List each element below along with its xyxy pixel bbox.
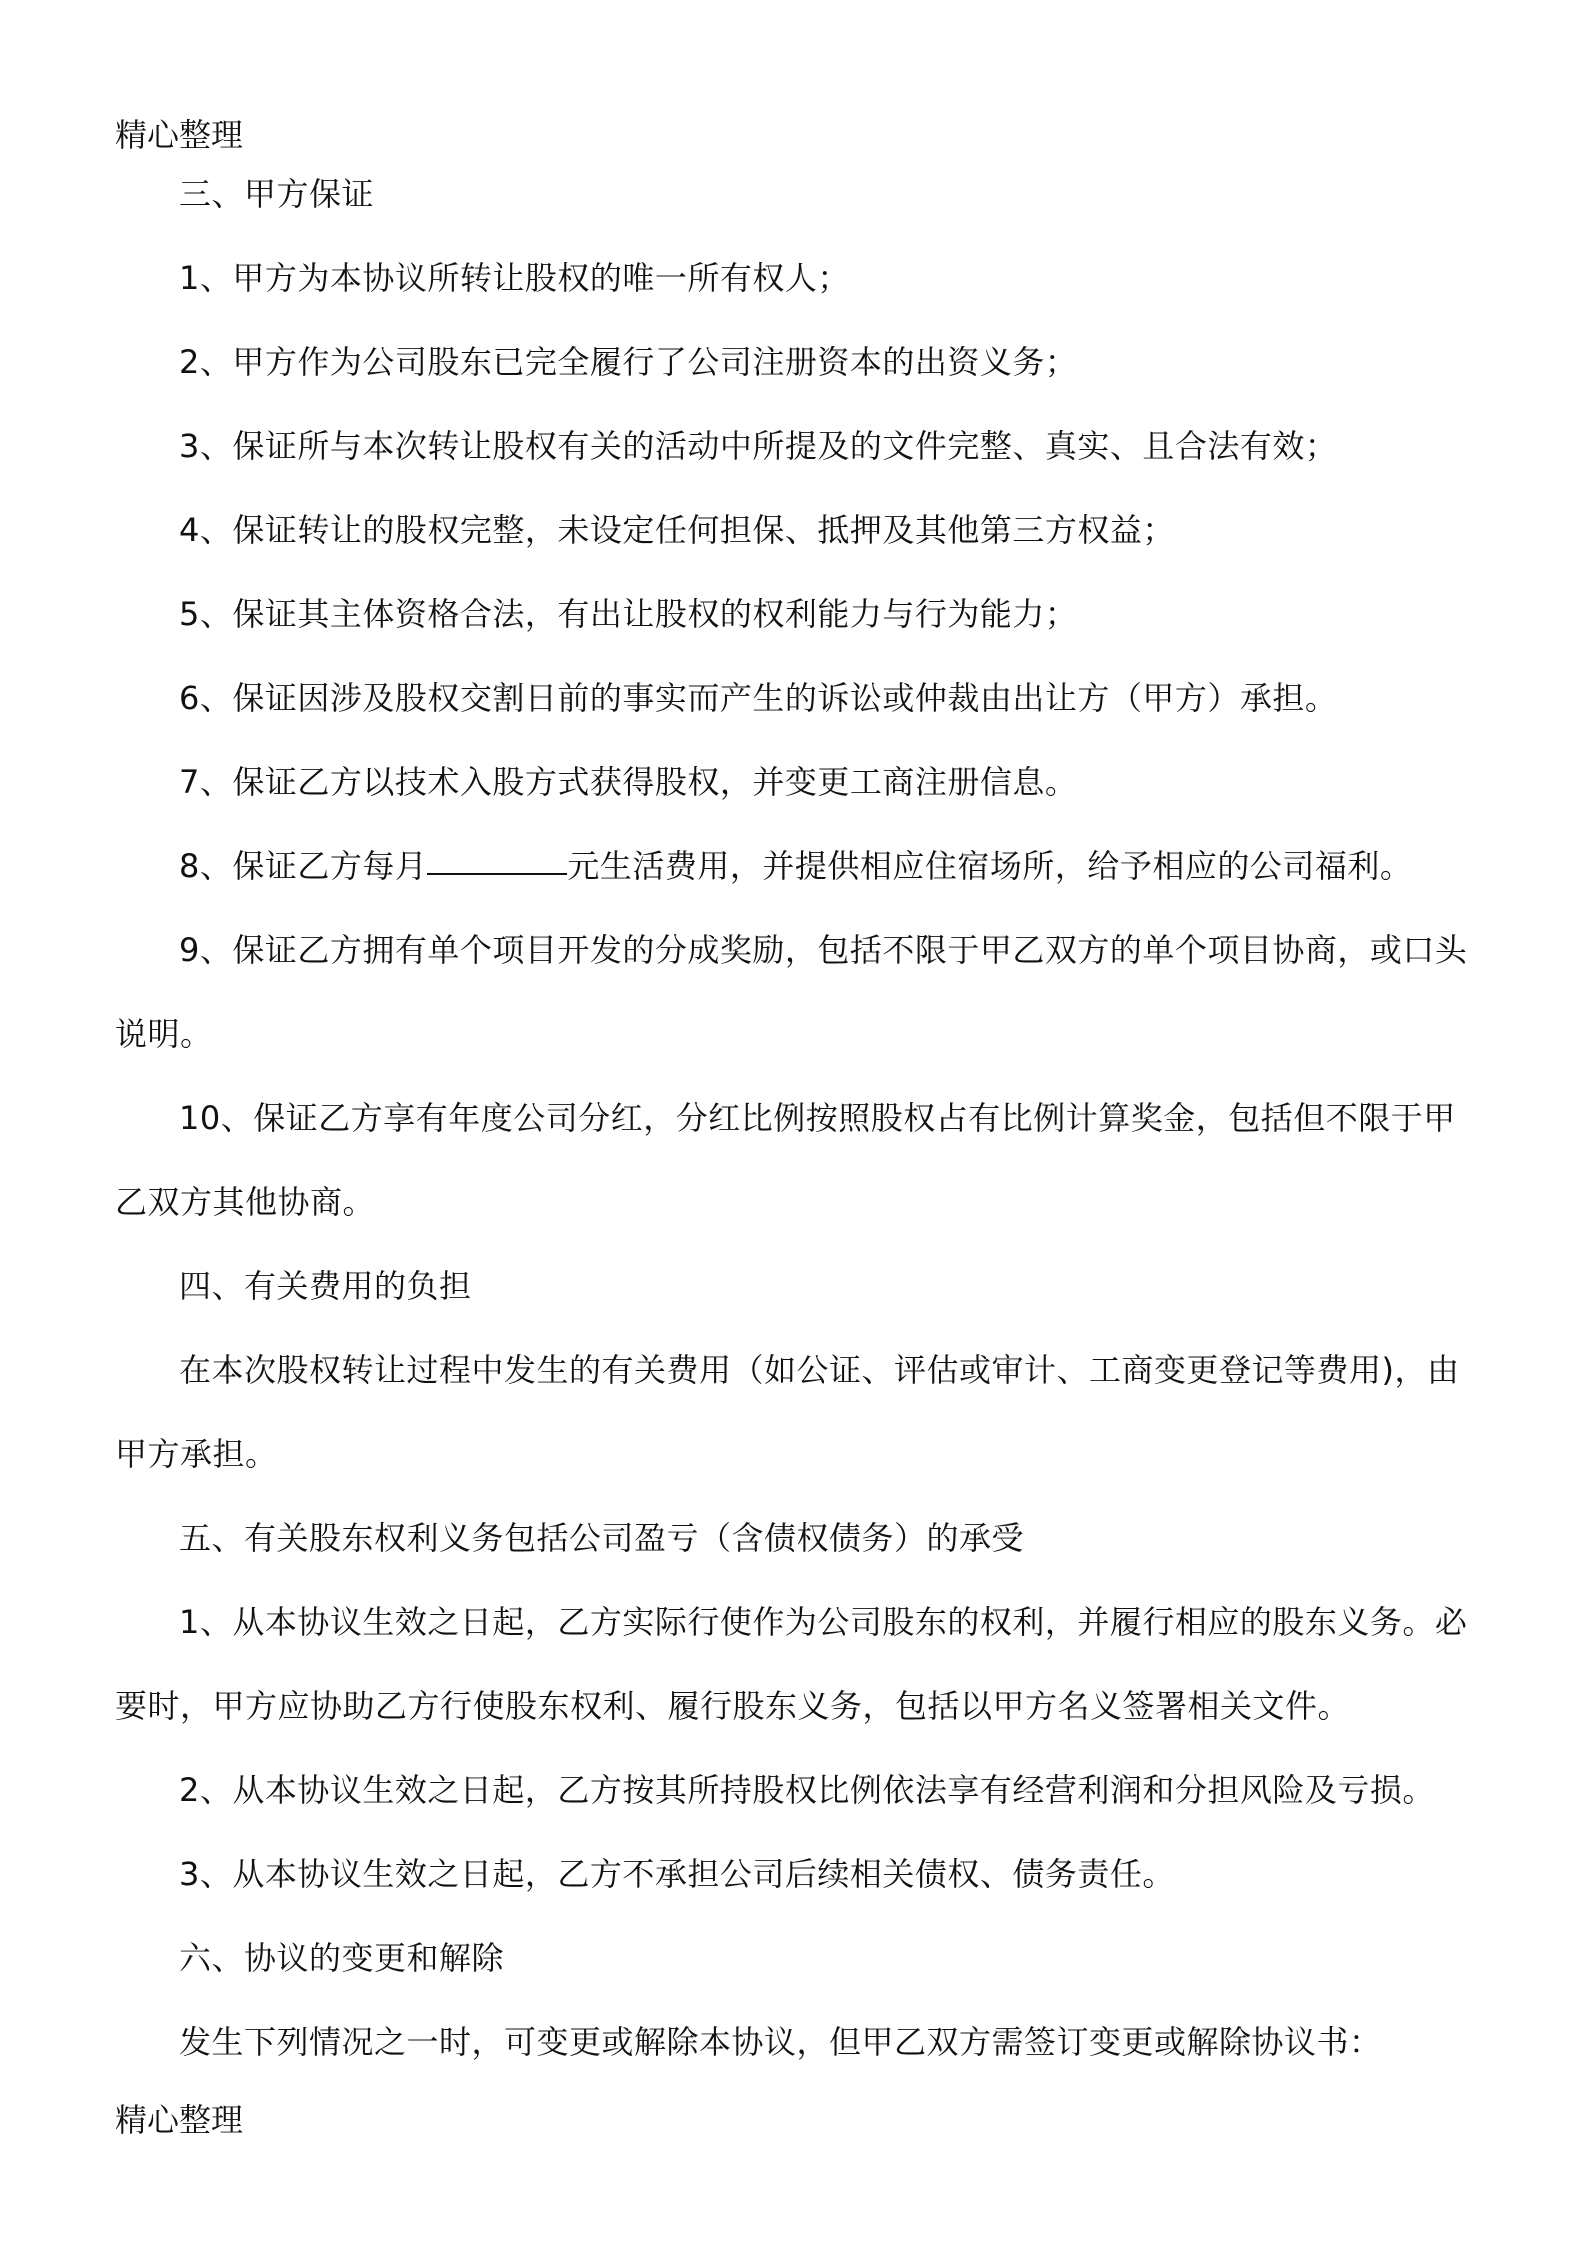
clause-3-2: 2、甲方作为公司股东已完全履行了公司注册资本的出资义务； — [179, 343, 1078, 381]
page-footer: 精心整理 — [115, 2101, 244, 2139]
clause-3-8 — [115, 824, 1485, 908]
clause-3-10: 10、保证乙方享有年度公司分红，分红比例按照股权占有比例计算奖金，包括但不限于甲乙双方其他协商。 — [115, 1099, 1456, 1221]
clause-3-4: 4、保证转让的股权完整，未设定任何担保、抵押及其他第三方权益； — [179, 511, 1175, 549]
clause-3-8-before: 8、保证乙方每月 — [179, 847, 428, 885]
page-header: 精心整理 — [115, 116, 244, 154]
clause-3-9: 9、保证乙方拥有单个项目开发的分成奖励，包括不限于甲乙双方的单个项目协商，或口头说明。 — [115, 931, 1468, 1053]
section-3-heading: 三、甲方保证 — [179, 175, 375, 213]
clause-3-7: 7、保证乙方以技术入股方式获得股权，并变更工商注册信息。 — [179, 763, 1078, 801]
section-6-heading: 六、协议的变更和解除 — [179, 1939, 505, 1977]
section-4-body: 在本次股权转让过程中发生的有关费用（如公证、评估或审计、工商变更登记等费用)，由甲方承担。 — [115, 1351, 1460, 1473]
section-6-body: 发生下列情况之一时，可变更或解除本协议，但甲乙双方需签订变更或解除协议书： — [179, 2023, 1382, 2061]
clause-3-1: 1、甲方为本协议所转让股权的唯一所有权人； — [179, 259, 850, 297]
clause-5-2: 2、从本协议生效之日起，乙方按其所持股权比例依法享有经营利润和分担风险及亏损。 — [179, 1771, 1435, 1809]
clause-3-8-after: 元生活费用，并提供相应住宿场所，给予相应的公司福利。 — [567, 847, 1413, 885]
section-4-heading: 四、有关费用的负担 — [179, 1267, 472, 1305]
clause-5-1: 1、从本协议生效之日起，乙方实际行使作为公司股东的权利，并履行相应的股东义务。必要时，甲方应协助乙方行使股东权利、履行股东义务，包括以甲方名义签署相关文件。 — [115, 1603, 1468, 1725]
clause-5-3: 3、从本协议生效之日起，乙方不承担公司后续相关债权、债务责任。 — [179, 1855, 1175, 1893]
clause-3-3: 3、保证所与本次转让股权有关的活动中所提及的文件完整、真实、且合法有效； — [179, 427, 1338, 465]
clause-3-5: 5、保证其主体资格合法，有出让股权的权利能力与行为能力； — [179, 595, 1078, 633]
section-5-heading: 五、有关股东权利义务包括公司盈亏（含债权债务）的承受 — [179, 1519, 1025, 1557]
clause-3-6: 6、保证因涉及股权交割日前的事实而产生的诉讼或仲裁由出让方（甲方）承担。 — [179, 679, 1338, 717]
fill-in-blank[interactable] — [427, 873, 567, 875]
